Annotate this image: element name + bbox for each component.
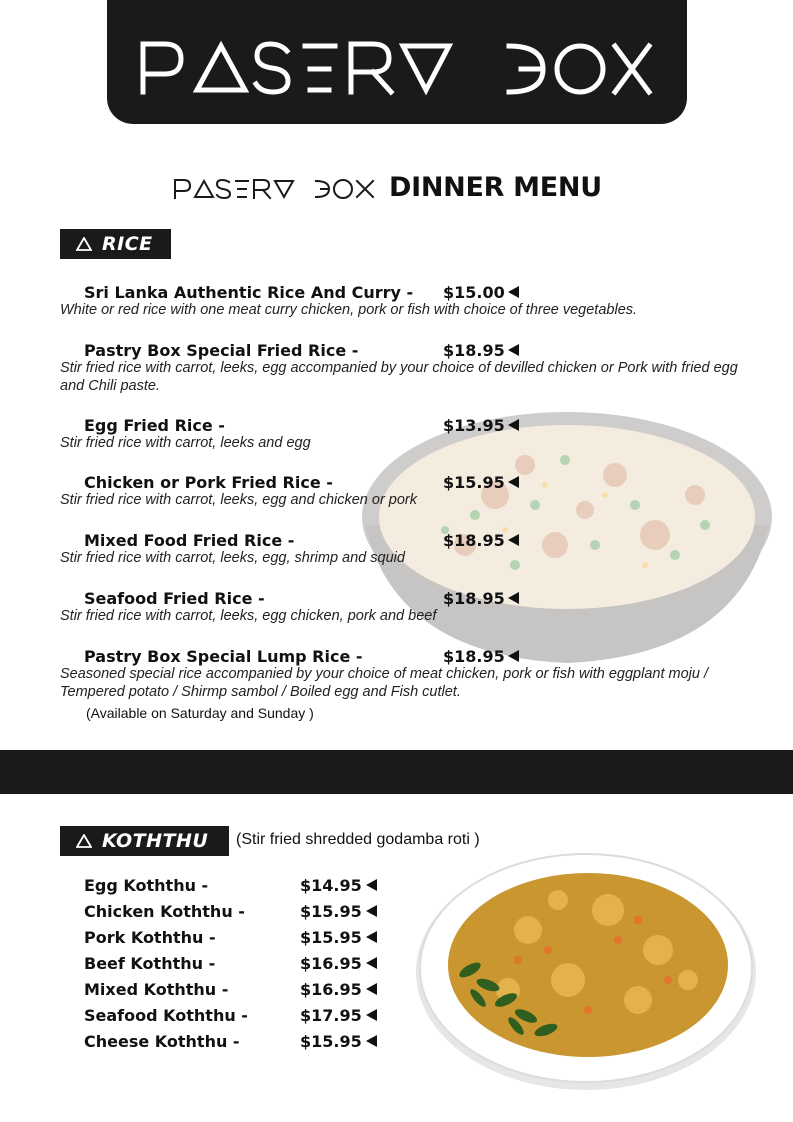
item-price: $16.95	[300, 954, 362, 973]
item-name: Sri Lanka Authentic Rice And Curry -	[84, 283, 414, 302]
item-name: Beef Koththu -	[84, 954, 216, 973]
left-pointer-icon	[508, 286, 519, 298]
left-pointer-icon	[508, 534, 519, 546]
item-name: Egg Fried Rice -	[84, 416, 225, 435]
koththu-plate-image	[408, 840, 768, 1100]
item-name: Seafood Fried Rice -	[84, 589, 265, 608]
item-name: Egg Koththu -	[84, 876, 209, 895]
item-price: $15.00	[443, 283, 505, 302]
left-pointer-icon	[366, 1009, 377, 1021]
item-name: Cheese Koththu -	[84, 1032, 240, 1051]
item-name: Chicken or Pork Fried Rice -	[84, 473, 333, 492]
item-price: $15.95	[300, 902, 362, 921]
koththu-item	[0, 902, 420, 924]
item-name: Chicken Koththu -	[84, 902, 245, 921]
item-description: White or red rice with one meat curry chicken, pork or fish with choice of three vegetables.	[60, 302, 638, 318]
item-name: Pastry Box Special Lump Rice -	[84, 647, 363, 666]
left-pointer-icon	[366, 879, 377, 891]
left-pointer-icon	[508, 344, 519, 356]
pastry-box-logo	[107, 0, 687, 124]
item-name: Mixed Food Fried Rice -	[84, 531, 295, 550]
item-price: $15.95	[443, 473, 505, 492]
item-description: Stir fried rice with carrot, leeks, egg and chicken or pork	[60, 492, 418, 508]
left-pointer-icon	[366, 1035, 377, 1047]
koththu-item	[0, 876, 420, 898]
triangle-outline-icon	[76, 834, 92, 848]
item-description: Stir fried rice with carrot, leeks, egg, shrimp and squid	[60, 550, 405, 566]
item-description: Stir fried rice with carrot, leeks, egg accompanied by your choice of devilled chicken or Pork with fried egg and Chili paste.	[60, 360, 738, 394]
item-price: $15.95	[300, 1032, 362, 1051]
item-price: $13.95	[443, 416, 505, 435]
rice-category-tag	[60, 229, 171, 259]
item-name: Mixed Koththu -	[84, 980, 229, 999]
item-description: Seasoned special rice accompanied by your choice of meat chicken, pork or fish with eggplant moju / Tempered potato / Shirmp sambol / Boiled egg and Fish cutlet.	[60, 666, 709, 700]
left-pointer-icon	[366, 905, 377, 917]
left-pointer-icon	[508, 650, 519, 662]
item-price: $14.95	[300, 876, 362, 895]
item-description: Stir fried rice with carrot, leeks and egg	[60, 435, 311, 451]
item-description: Stir fried rice with carrot, leeks, egg chicken, pork and beef	[60, 608, 437, 624]
triangle-outline-icon	[76, 237, 92, 251]
left-pointer-icon	[508, 419, 519, 431]
left-pointer-icon	[366, 931, 377, 943]
item-price: $16.95	[300, 980, 362, 999]
koththu-description: (Stir fried shredded godamba roti )	[236, 831, 480, 848]
koththu-item	[0, 954, 420, 976]
item-price: $15.95	[300, 928, 362, 947]
left-pointer-icon	[366, 983, 377, 995]
left-pointer-icon	[366, 957, 377, 969]
section-divider	[0, 750, 793, 794]
availability-note: (Available on Saturday and Sunday )	[86, 705, 314, 721]
left-pointer-icon	[508, 592, 519, 604]
item-price: $18.95	[443, 341, 505, 360]
item-name: Pork Koththu -	[84, 928, 216, 947]
item-price: $18.95	[443, 647, 505, 666]
item-name: Pastry Box Special Fried Rice -	[84, 341, 359, 360]
rice-category-title: RICE	[102, 233, 153, 255]
menu-heading	[173, 172, 633, 206]
logo-banner	[107, 0, 687, 124]
item-price: $17.95	[300, 1006, 362, 1025]
item-name: Seafood Koththu -	[84, 1006, 248, 1025]
left-pointer-icon	[508, 476, 519, 488]
menu-title: DINNER MENU	[389, 172, 602, 203]
item-price: $18.95	[443, 589, 505, 608]
item-price: $18.95	[443, 531, 505, 550]
koththu-category-title: KOTHTHU	[102, 830, 209, 852]
koththu-category-tag	[60, 826, 229, 856]
koththu-item	[0, 928, 420, 950]
koththu-item	[0, 980, 420, 1002]
koththu-item	[0, 1032, 420, 1054]
pastry-box-logo-small	[173, 176, 378, 202]
koththu-item	[0, 1006, 420, 1028]
